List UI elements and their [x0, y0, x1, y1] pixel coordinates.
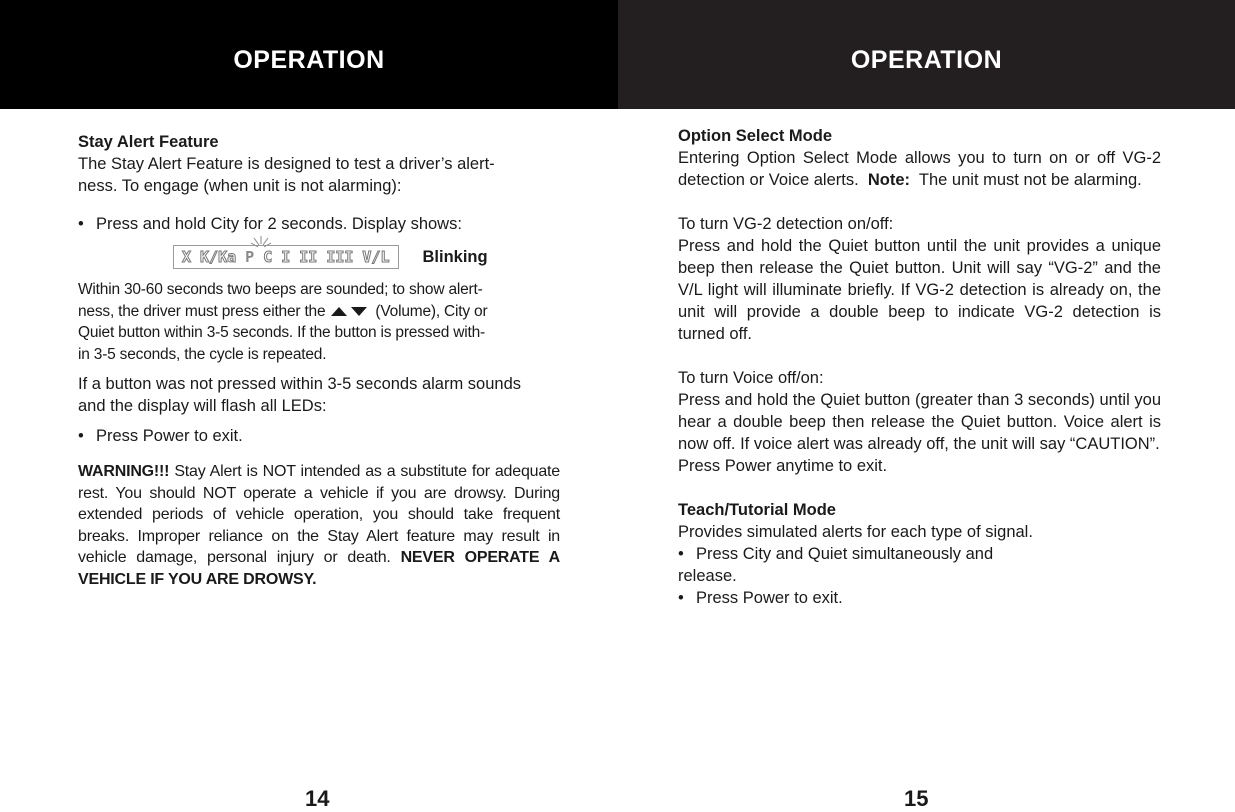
option-select-intro: Entering Option Select Mode allows you to turn on or off VG-2 detection or Voice alerts. Note: The unit must not be alarming. [678, 149, 1161, 189]
lcd-segment-vl: V/L [362, 248, 390, 266]
volume-arrows-icon [329, 305, 371, 317]
note-label: Note: [867, 171, 911, 189]
warning-text: Stay Alert is NOT intended as a substitute for adequate rest. You should NOT operate a vehicle if you are drowsy. During extended periods of vehicle operation, you should take frequent breaks. Improper reliance on the Stay Alert feature may result in vehicle damage, personal injury or death. [78, 463, 560, 566]
lcd-segment-i: I [281, 248, 291, 266]
bullet-dot: • [78, 427, 84, 445]
response-line-4: in 3-5 seconds, the cycle is repeated. [78, 345, 327, 363]
blink-rays-icon [250, 235, 272, 249]
display-illustration [173, 245, 560, 269]
right-page-number: 15 [904, 786, 929, 811]
timeout-paragraph [78, 373, 560, 417]
stay-alert-heading: Stay Alert Feature [78, 133, 219, 151]
bullet-dot: • [678, 589, 684, 607]
lcd-segment-c: C [263, 248, 273, 266]
left-page [78, 109, 560, 590]
voice-instructions: Press and hold the Quiet button (greater than 3 seconds) until you hear a double beep then release the Quiet button. Voice alert is now off. If voice alert was already off, the unit will say “CAUTION”. [678, 391, 1161, 453]
response-line-3: Quiet button within 3-5 seconds. If the button is pressed with- [78, 324, 485, 341]
right-page [678, 109, 1161, 609]
blinking-label: Blinking [422, 247, 488, 266]
option-select-heading: Option Select Mode [678, 127, 833, 145]
left-page-number: 14 [305, 786, 330, 811]
warning-caps: NEVER OPERATE A VEHICLE IF YOU ARE DROWSY. [78, 549, 561, 588]
lcd-segment-p-blinking: P [245, 248, 255, 266]
bullet-press-power [78, 425, 560, 447]
bullet-press-city [78, 213, 560, 235]
response-line-1: Within 30-60 seconds two beeps are sounded; to show alert- [78, 281, 483, 298]
lcd-segment-x: X [182, 248, 192, 266]
teach-bullet-1: • Press City and Quiet simultaneously and [678, 545, 994, 563]
lcd-segment-k-ka: K/Ka [200, 248, 237, 266]
teach-heading: Teach/Tutorial Mode [678, 501, 836, 519]
response-paragraph [78, 279, 560, 365]
timeout-line-1: If a button was not pressed within 3-5 seconds alarm sounds [78, 375, 521, 393]
voice-title: To turn Voice off/on: [678, 369, 824, 387]
voice-exit: Press Power anytime to exit. [678, 457, 888, 475]
timeout-line-2: and the display will flash all LEDs: [78, 397, 327, 415]
left-header-bar [0, 0, 618, 109]
bullet-press-city-text: Press and hold City for 2 seconds. Display shows: [96, 215, 462, 233]
vg2-title: To turn VG-2 detection on/off: [678, 215, 894, 233]
teach-bullet-1-cont: release. [678, 567, 737, 585]
left-header-title: OPERATION [233, 46, 385, 74]
response-line-2: ness, the driver must press either the (Volume), City or [78, 302, 488, 320]
bullet-press-power-text: Press Power to exit. [96, 427, 243, 445]
teach-intro: Provides simulated alerts for each type of signal. [678, 523, 1033, 541]
right-header-bar [618, 0, 1235, 109]
teach-bullet-2: • Press Power to exit. [678, 589, 843, 607]
stay-alert-intro-line-1: The Stay Alert Feature is designed to test a driver’s alert- [78, 155, 495, 173]
stay-alert-intro-line-2: ness. To engage (when unit is not alarming): [78, 177, 402, 195]
warning-label: WARNING!!! [78, 463, 170, 480]
warning-paragraph [78, 461, 560, 590]
vg2-instructions: Press and hold the Quiet button until the unit provides a unique beep then release the Quiet button. Unit will say “VG-2” and the V/L light will illuminate briefly. If VG-2 detection is already on, the unit will provide a double beep to indicate VG-2 detection is turned off. [678, 237, 1161, 343]
lcd-segment-ii: II [299, 248, 318, 266]
lcd-segment-iii: III [326, 248, 354, 266]
bullet-dot: • [678, 545, 684, 563]
right-header-title: OPERATION [850, 46, 1003, 74]
lcd-display [173, 245, 399, 269]
bullet-dot: • [78, 215, 84, 233]
